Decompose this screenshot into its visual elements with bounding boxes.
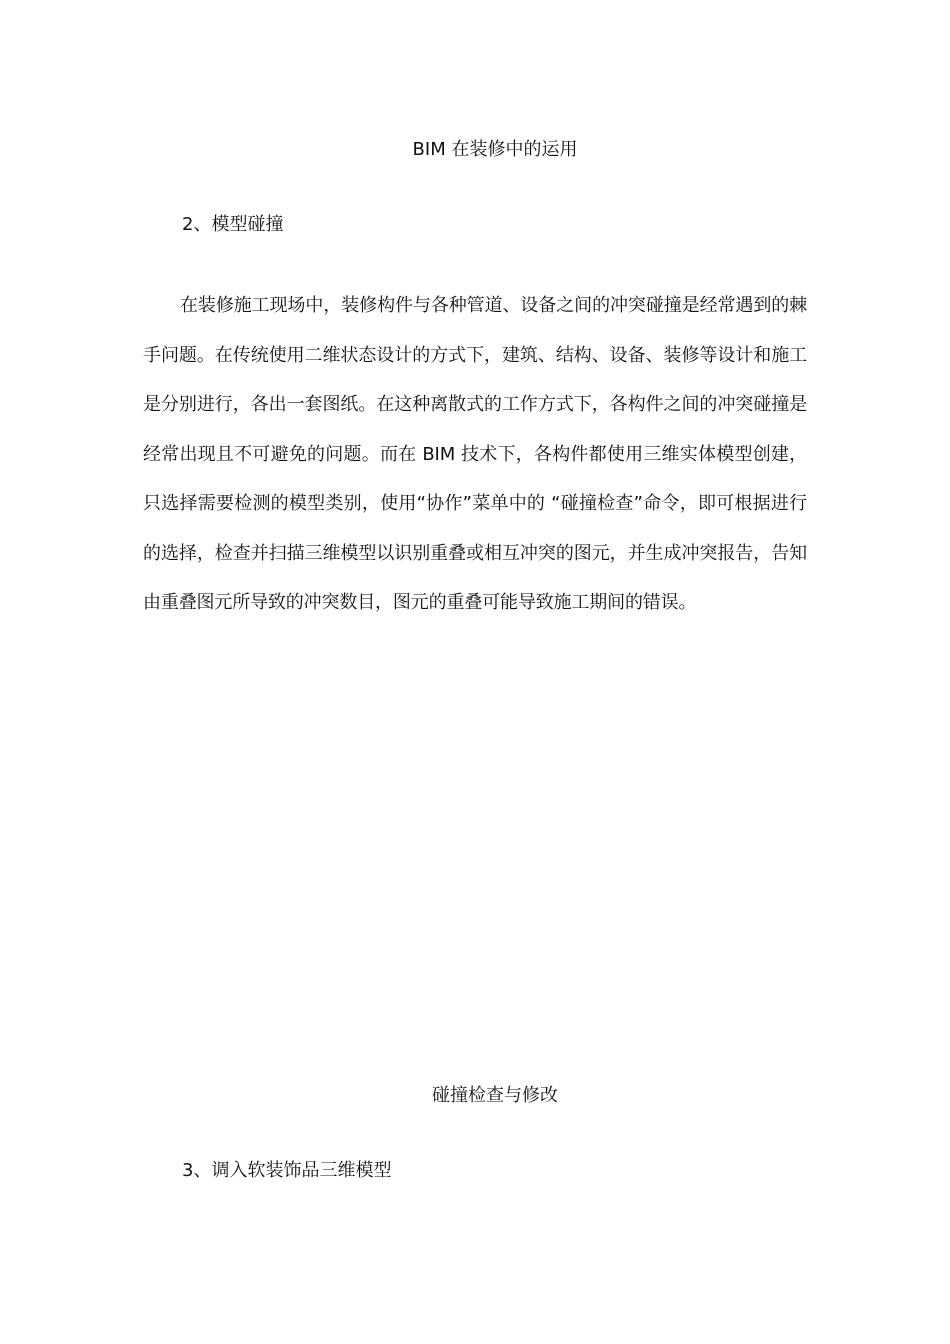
section-heading-soft-furnishing-models: 3、调入软装饰品三维模型 — [182, 1160, 392, 1181]
figure-caption: 碰撞检查与修改 — [432, 1085, 558, 1106]
section-heading-model-collision: 2、模型碰撞 — [182, 214, 284, 235]
section-body-paragraph: 在装修施工现场中，装修构件与各种管道、设备之间的冲突碰撞是经常遇到的棘手问题。在传统使用二维状态设计的方式下，建筑、结构、设备、装修等设计和施工是分别进行，各出一套图纸。在这种离散式的工作方式下，各构件之间的冲突碰撞是经常出现且不可避免的问题。而在 BIM 技术下，各构件都使用三维实体模型创建，只选择需要检测的模型类别，使用“协作”菜单中的 “碰撞检查”命令，即可根据进行的选择，检查并扫描三维模型以识别重叠或相互冲突的图元，并生成冲突报告，告知由重叠图元所导致的冲突数目，图元的重叠可能导致施工期间的错误。 — [143, 295, 807, 613]
document-title: BIM 在装修中的运用 — [412, 139, 578, 160]
